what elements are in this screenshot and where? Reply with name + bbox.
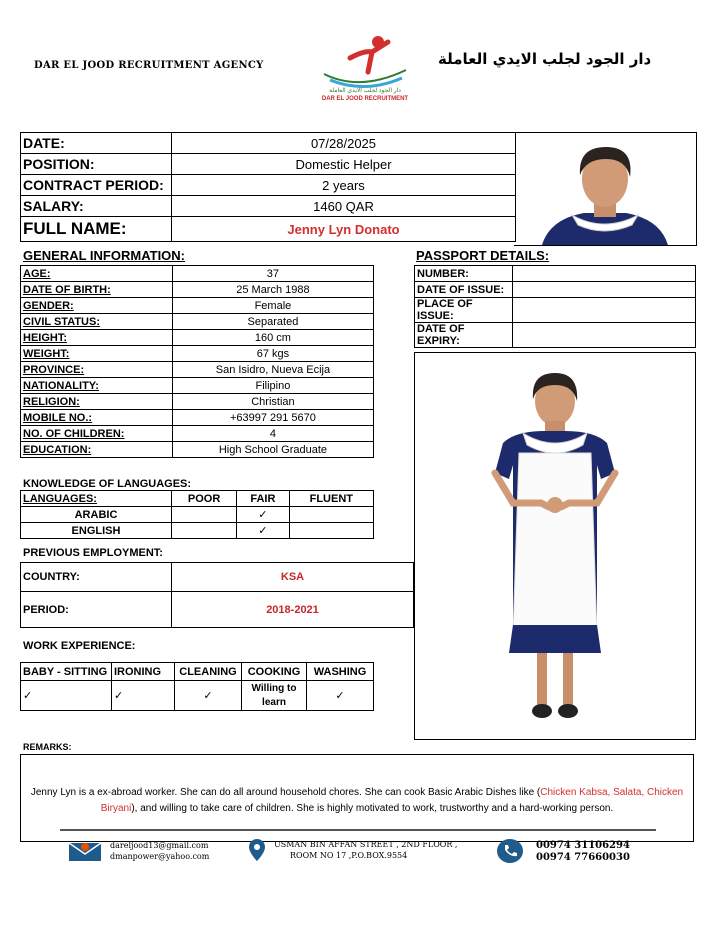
general-info-table [20, 265, 374, 458]
remarks-title: REMARKS: [23, 742, 72, 752]
location-pin-icon [248, 838, 266, 862]
full-body-portrait-icon [415, 353, 695, 739]
babysitting-check-icon: ✓ [21, 681, 112, 711]
cooking-value: Willing to learn [242, 681, 307, 711]
age-value: 37 [172, 266, 373, 282]
salary-label: SALARY: [21, 196, 172, 217]
ironing-header: IRONING [112, 663, 175, 681]
children-value: 4 [172, 426, 373, 442]
education-label: EDUCATION: [21, 442, 173, 458]
address-line1: USMAN BIN AFFAN STREET , 2ND FLOOR , [274, 840, 458, 849]
passport-issue-label: DATE OF ISSUE: [415, 282, 513, 298]
nationality-value: Filipino [172, 378, 373, 394]
mobile-label: MOBILE NO.: [21, 410, 173, 426]
contract-value: 2 years [172, 175, 516, 196]
fluent-header: FLUENT [289, 491, 373, 507]
babysitting-header: BABY - SITTING [21, 663, 112, 681]
agency-name-en: DAR EL JOOD RECRUITMENT AGENCY [34, 60, 264, 71]
period-value: 2018-2021 [172, 592, 414, 628]
passport-table [414, 265, 696, 348]
height-value: 160 cm [172, 330, 373, 346]
phone-icon [496, 838, 524, 864]
gender-value: Female [172, 298, 373, 314]
passport-expiry-value [513, 323, 696, 348]
contract-label: CONTRACT PERIOD: [21, 175, 172, 196]
email-secondary: dmanpower@yahoo.com [110, 852, 210, 861]
country-value: KSA [172, 563, 414, 592]
phone-secondary: 00974 77660030 [536, 852, 630, 863]
weight-label: WEIGHT: [21, 346, 173, 362]
language-arabic: ARABIC [21, 507, 172, 523]
full-name-value: Jenny Lyn Donato [172, 217, 516, 242]
position-label: POSITION: [21, 154, 172, 175]
languages-title: KNOWLEDGE OF LANGUAGES: [23, 478, 192, 490]
washing-check-icon: ✓ [307, 681, 374, 711]
logo-caption-en: DAR EL JOOD RECRUITMENT [321, 96, 409, 102]
full-body-photo [414, 352, 696, 740]
cooking-header: COOKING [242, 663, 307, 681]
remarks-dishes: Chicken Kabsa, Salata, Chicken Biryani [100, 787, 684, 814]
age-label: AGE: [21, 266, 173, 282]
work-experience-table [20, 662, 374, 711]
dancing-figure-logo-icon [310, 28, 420, 106]
position-value: Domestic Helper [172, 154, 516, 175]
dob-value: 25 March 1988 [172, 282, 373, 298]
civil-status-value: Separated [172, 314, 373, 330]
agency-name-ar: دار الجود لجلب الايدي العاملة [438, 50, 652, 68]
full-name-label: FULL NAME: [21, 217, 172, 242]
english-fair-check-icon: ✓ [237, 523, 289, 539]
passport-number-value [513, 266, 696, 282]
summary-table [20, 132, 516, 242]
salary-value: 1460 QAR [172, 196, 516, 217]
general-info-title: GENERAL INFORMATION: [23, 248, 186, 263]
height-label: HEIGHT: [21, 330, 173, 346]
education-value: High School Graduate [172, 442, 373, 458]
country-label: COUNTRY: [21, 563, 172, 592]
weight-value: 67 kgs [172, 346, 373, 362]
cleaning-header: CLEANING [175, 663, 242, 681]
cleaning-check-icon: ✓ [175, 681, 242, 711]
fair-header: FAIR [237, 491, 289, 507]
province-label: PROVINCE: [21, 362, 173, 378]
dob-label: DATE OF BIRTH: [21, 282, 173, 298]
children-label: NO. OF CHILDREN: [21, 426, 173, 442]
remarks-text [30, 785, 684, 817]
passport-issue-value [513, 282, 696, 298]
languages-header: LANGUAGES: [21, 491, 172, 507]
employment-table [20, 562, 414, 628]
nationality-label: NATIONALITY: [21, 378, 173, 394]
passport-title: PASSPORT DETAILS: [416, 248, 550, 263]
logo-caption-ar: دار الجود لجلب الايدي العاملة [329, 88, 401, 94]
arabic-fair-check-icon: ✓ [237, 507, 289, 523]
arabic-poor [172, 507, 237, 523]
headshot-photo [514, 132, 697, 246]
english-fluent [289, 523, 373, 539]
date-value: 07/28/2025 [172, 133, 516, 154]
washing-header: WASHING [307, 663, 374, 681]
religion-value: Christian [172, 394, 373, 410]
period-label: PERIOD: [21, 592, 172, 628]
arabic-fluent [289, 507, 373, 523]
passport-place-label: PLACE OF ISSUE: [415, 298, 513, 323]
ironing-check-icon: ✓ [112, 681, 175, 711]
civil-status-label: CIVIL STATUS: [21, 314, 173, 330]
language-english: ENGLISH [21, 523, 172, 539]
phone-primary: 00974 31106294 [536, 840, 630, 851]
province-value: San Isidro, Nueva Ecija [172, 362, 373, 378]
mobile-value: +63997 291 5670 [172, 410, 373, 426]
gender-label: GENDER: [21, 298, 173, 314]
passport-place-value [513, 298, 696, 323]
english-poor [172, 523, 237, 539]
email-icon [68, 840, 102, 862]
passport-expiry-label: DATE OF EXPIRY: [415, 323, 513, 348]
religion-label: RELIGION: [21, 394, 173, 410]
footer-divider [60, 829, 656, 831]
passport-number-label: NUMBER: [415, 266, 513, 282]
address-line2: ROOM NO 17 ,P.O.BOX.9554 [290, 851, 408, 860]
remarks-part2: ), and willing to take care of children. She is highly motivated to work, trustworthy and a hard-working person. [131, 803, 614, 814]
email-primary: dareljood13@gmail.com [110, 841, 209, 850]
languages-table [20, 490, 374, 539]
poor-header: POOR [172, 491, 237, 507]
work-experience-title: WORK EXPERIENCE: [23, 640, 136, 652]
date-label: DATE: [21, 133, 172, 154]
headshot-portrait-icon [514, 133, 696, 245]
remarks-part1: Jenny Lyn is a ex-abroad worker. She can do all around household chores. She can cook Basic Arabic Dishes like ( [30, 787, 541, 798]
employment-title: PREVIOUS EMPLOYMENT: [23, 547, 163, 559]
